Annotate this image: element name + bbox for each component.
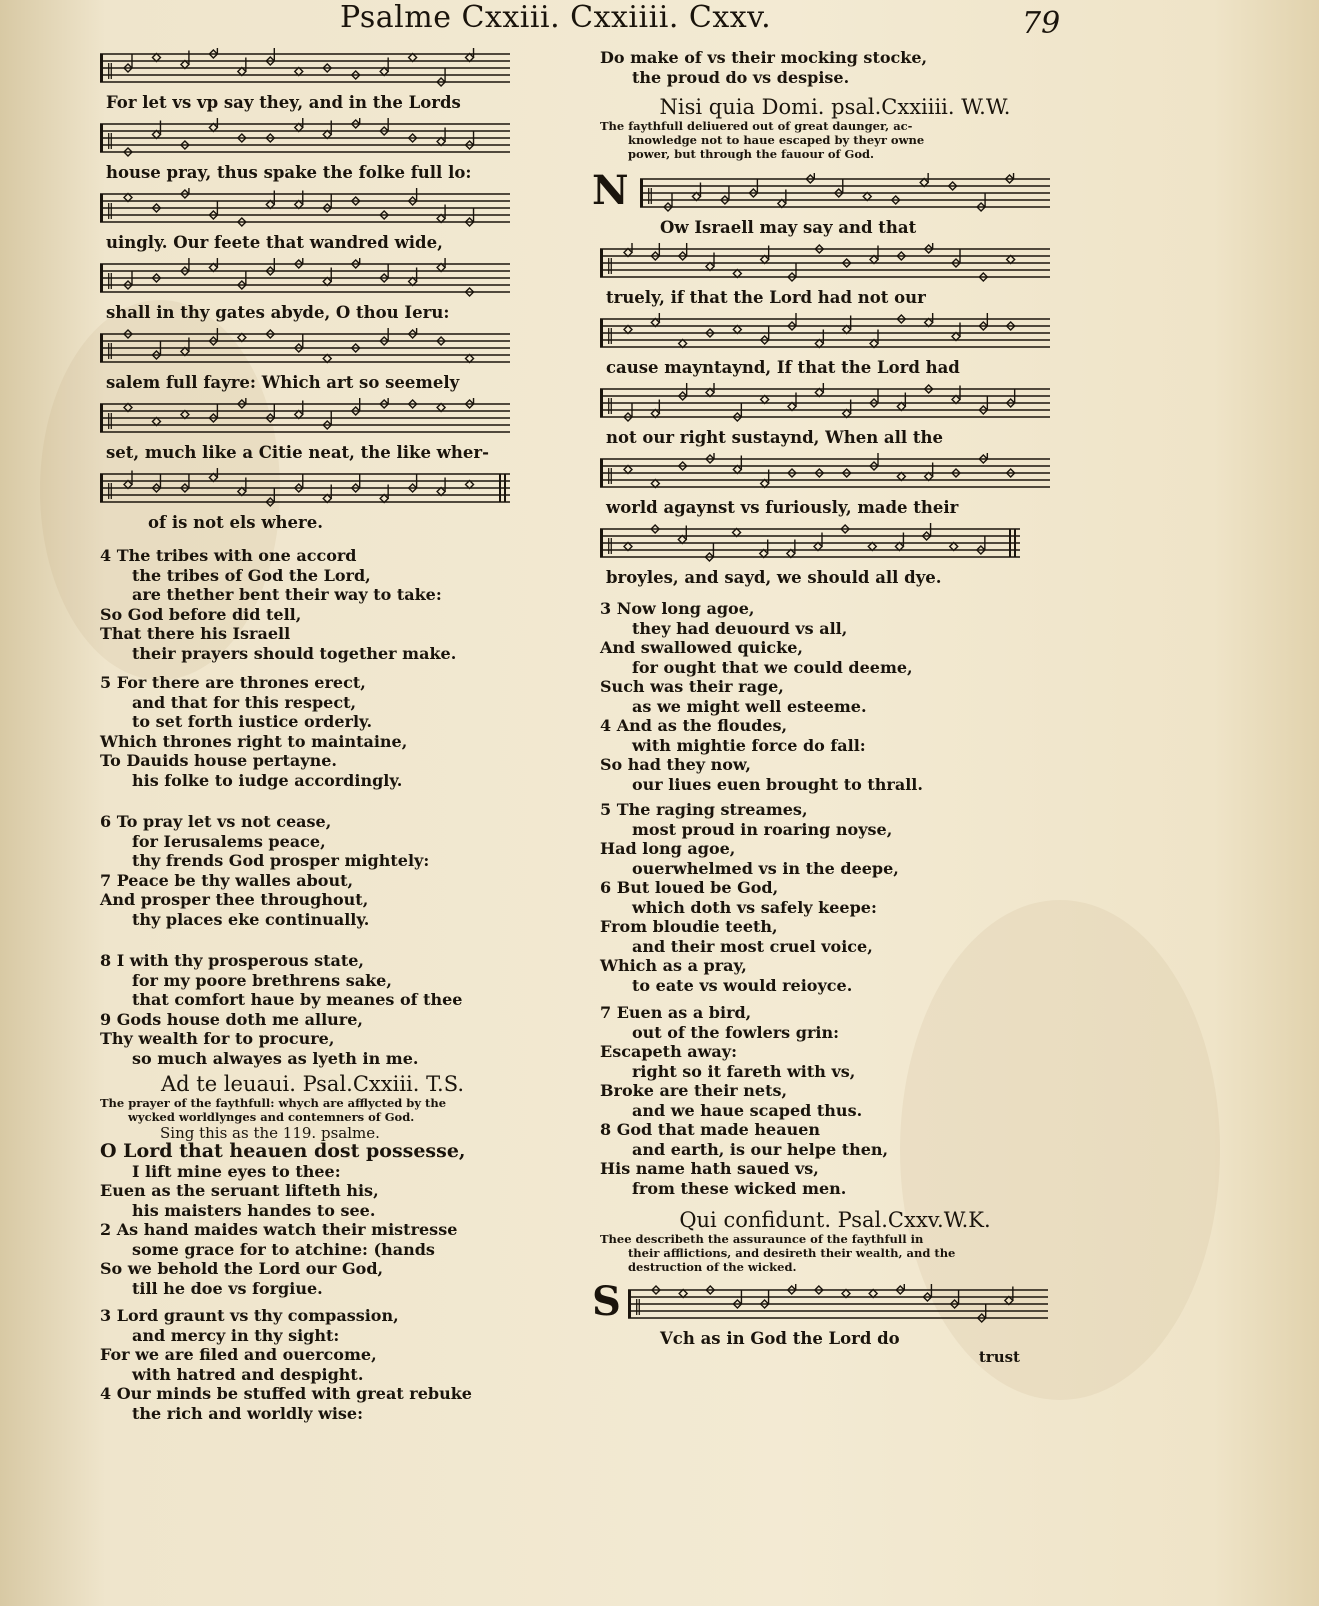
lyric-line: salem full fayre: Which art so seemely	[106, 373, 460, 392]
stanza-6-7: 6 To pray let vs not cease, for Ierusalems peace, thy frends God prosper mightely: 7 Peace be thy walles about, And prosper thee throughout, thy places eke continually.	[100, 812, 430, 929]
stanza-4: 4 The tribes with one accord the tribes of God the Lord, are thether bent their way to take: So God before did tell, That there his Israell their prayers should together make.	[100, 546, 457, 663]
lyric-line: Ow Israell may say and that	[660, 218, 917, 237]
lyric-line: Vch as in God the Lord do	[660, 1329, 900, 1348]
svg-text:‖: ‖	[634, 1296, 642, 1315]
lyric-line: world agaynst vs furiously, made their	[606, 498, 959, 517]
music-staff	[100, 258, 525, 302]
svg-text:‖: ‖	[106, 60, 114, 79]
running-head: Psalme Cxxiii. Cxxiiii. Cxxv.	[340, 0, 772, 35]
catchword: trust	[978, 1348, 1020, 1366]
svg-text:‖: ‖	[106, 410, 114, 429]
stanza-5: 5 For there are thrones erect, and that for this respect, to set forth iustice orderly. Which thrones right to maintaine, To Dauids house pertayne. his folke to iudge accordingly.	[100, 673, 408, 790]
tune-direction: Sing this as the 119. psalme.	[160, 1124, 380, 1142]
music-staff	[100, 188, 525, 232]
lyric-line: cause mayntaynd, If that the Lord had	[606, 358, 960, 377]
stanza-8-9: 8 I with thy prosperous state, for my poore brethrens sake, that comfort haue by meanes of thee 9 Gods house doth me allure, Thy wealth for to procure, so much alwayes as lyeth in me.	[100, 951, 463, 1068]
lyric-line: house pray, thus spake the folke full lo:	[106, 163, 472, 182]
svg-text:‖: ‖	[106, 200, 114, 219]
lyric-line: set, much like a Citie neat, the like wher-	[106, 443, 489, 462]
page-number: 79	[1022, 6, 1061, 41]
svg-text:‖: ‖	[606, 395, 614, 414]
svg-text:‖: ‖	[606, 325, 614, 344]
lyric-line: of is not els where.	[148, 513, 323, 532]
initial-N: N	[592, 167, 629, 214]
svg-text:‖: ‖	[606, 535, 614, 554]
psalm-123-argument: The prayer of the faythfull: whych are afflycted by the wycked worldlynges and contemners of God.	[100, 1096, 447, 1124]
music-staff	[100, 48, 525, 92]
psalm-125-music	[592, 1278, 1070, 1328]
psalm-125-title: Qui confidunt. Psal.Cxxv.W.K.	[679, 1208, 991, 1232]
psalm-123-title: Ad te leuaui. Psal.Cxxiii. T.S.	[160, 1072, 465, 1096]
music-staff	[100, 398, 525, 442]
svg-text:‖: ‖	[606, 465, 614, 484]
svg-text:‖: ‖	[106, 270, 114, 289]
lyric-line: uingly. Our feete that wandred wide,	[106, 233, 443, 252]
music-staff	[100, 468, 525, 512]
left-column	[100, 48, 525, 1423]
lyric-line: truely, if that the Lord had not our	[606, 288, 926, 307]
svg-text:‖: ‖	[606, 255, 614, 274]
right-column	[592, 48, 1070, 1366]
music-staff	[600, 453, 1070, 497]
psalm-124-title: Nisi quia Domi. psal.Cxxiiii. W.W.	[659, 95, 1011, 119]
psalm-124-music	[592, 167, 1070, 217]
music-staff	[640, 173, 1070, 217]
svg-text:‖: ‖	[106, 480, 114, 499]
lyric-line: For let vs vp say they, and in the Lords	[106, 93, 461, 112]
svg-text:‖: ‖	[106, 130, 114, 149]
psalm-125-argument: Thee describeth the assuraunce of the faythfull in their afflictions, and desireth their wealth, and the destruction of the wicked.	[600, 1232, 956, 1274]
psalm-122-end: Do make of vs their mocking stocke, the proud do vs despise.	[600, 48, 928, 87]
lyric-line: broyles, and sayd, we should all dye.	[606, 568, 942, 587]
initial-S: S	[592, 1278, 621, 1325]
music-staff	[600, 523, 1070, 567]
psalm-124-argument: The faythfull deliuered out of great daunger, ac- knowledge not to haue escaped by theyr owne power, but through the fauour of God.	[600, 119, 925, 161]
music-staff	[600, 383, 1070, 427]
lyric-line: shall in thy gates abyde, O thou Ieru:	[106, 303, 450, 322]
psalm-123-text: O Lord that heauen dost possesse, I lift mine eyes to thee: Euen as the seruant lifteth his, his maisters handes to see. 2 As hand maides watch their mistresse some grace for to atchine: (hands So we behold the Lord our God, till he doe vs forgiue. 3 Lord graunt vs thy compassion, and mercy in thy sight: For we are filed and ouercome, with hatred and despight. 4 Our minds be stuffed with great rebuke the rich and worldly wise:	[100, 1140, 472, 1423]
psalm-124-text: 3 Now long agoe, they had deuourd vs all, And swallowed quicke, for ought that we could deeme, Such was their rage, as we might well esteeme. 4 And as the floudes, with mightie force do fall: So had they now, our liues euen brought to thrall. 5 The raging streames, most proud in roaring noyse, Had long agoe, ouerwhelmed vs in the deepe, 6 But loued be God, which doth vs safely keepe: From bloudie teeth, and their most cruel voice, Which as a pray, to eate vs would reioyce. 7 Euen as a bird, out of the fowlers grin: Escapeth away: right so it fareth with vs, Broke are their nets, and we haue scaped thus. 8 God that made heauen and earth, is our helpe then, His name hath saued vs, from these wicked men.	[600, 599, 923, 1198]
svg-text:‖: ‖	[646, 185, 654, 204]
music-staff	[600, 243, 1070, 287]
music-staff	[100, 118, 525, 162]
music-staff	[100, 328, 525, 372]
lyric-line: not our right sustaynd, When all the	[606, 428, 944, 447]
svg-text:‖: ‖	[106, 340, 114, 359]
music-staff	[600, 313, 1070, 357]
music-staff	[628, 1284, 1070, 1328]
